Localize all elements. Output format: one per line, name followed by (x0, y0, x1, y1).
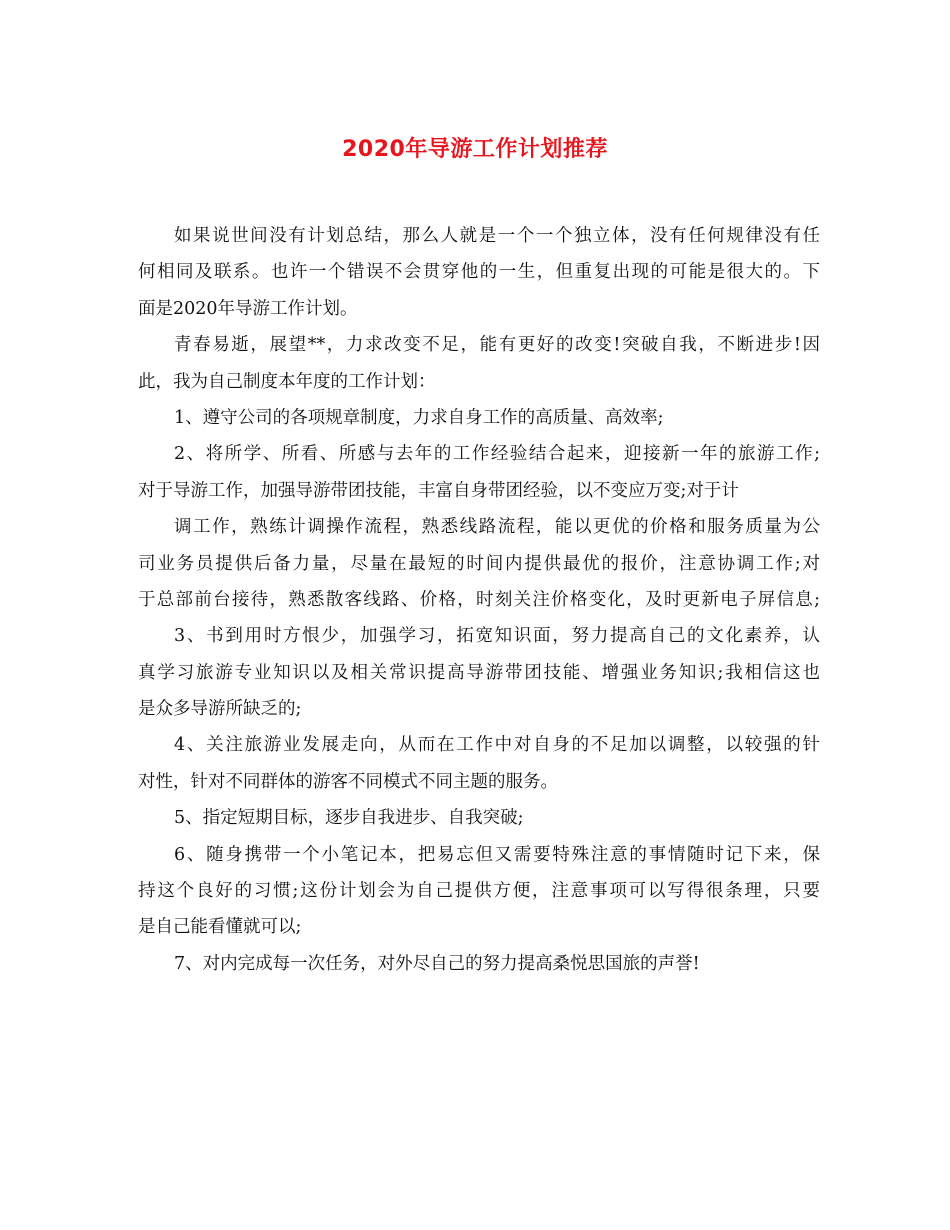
body-line: 对性，针对不同群体的游客不同模式不同主题的服务。 (138, 771, 558, 792)
body-line: 持这个良好的习惯;这份计划会为自己提供方便，注意事项可以写得很条理，只要 (138, 881, 820, 902)
body-line: 青春易逝，展望**，力求改变不足，能有更好的改变!突破自我，不断进步!因 (174, 335, 820, 356)
body-line: 调工作，熟练计调操作流程，熟悉线路流程，能以更优的价格和服务质量为公 (174, 517, 820, 538)
body-line: 4、关注旅游业发展走向，从而在工作中对自身的不足加以调整，以较强的针 (174, 735, 820, 756)
body-line: 真学习旅游专业知识以及相关常识提高导游带团技能、增强业务知识;我相信这也 (138, 662, 820, 683)
body-line: 于总部前台接待，熟悉散客线路、价格，时刻关注价格变化，及时更新电子屏信息; (138, 589, 820, 610)
body-line: 何相同及联系。也许一个错误不会贯穿他的一生，但重复出现的可能是很大的。下 (138, 262, 820, 283)
body-line: 2、将所学、所看、所感与去年的工作经验结合起来，迎接新一年的旅游工作; (174, 444, 820, 465)
body-line: 司业务员提供后备力量，尽量在最短的时间内提供最优的报价，注意协调工作;对 (138, 553, 820, 574)
body-line: 5、指定短期目标，逐步自我进步、自我突破; (174, 808, 524, 829)
document-title: 2020年导游工作计划推荐 (342, 137, 608, 162)
body-line: 对于导游工作，加强导游带团技能，丰富自身带团经验，以不变应万变;对于计 (138, 480, 739, 501)
body-line: 如果说世间没有计划总结，那么人就是一个一个独立体，没有任何规律没有任 (174, 226, 820, 246)
body-line: 6、随身携带一个小笔记本，把易忘但又需要特殊注意的事情随时记下来，保 (174, 844, 820, 865)
body-line: 此，我为自己制度本年度的工作计划： (138, 371, 436, 392)
body-line: 1、遵守公司的各项规章制度，力求自身工作的高质量、高效率; (174, 407, 664, 428)
body-line: 3、书到用时方恨少，加强学习，拓宽知识面，努力提高自己的文化素养，认 (174, 626, 820, 647)
document-body (138, 218, 820, 982)
body-line: 面是2020年导游工作计划。 (138, 298, 358, 319)
body-line: 是众多导游所缺乏的; (138, 699, 302, 720)
body-line: 是自己能看懂就可以; (138, 917, 302, 938)
body-line: 7、对内完成每一次任务，对外尽自己的努力提高桑悦思国旅的声誉! (174, 953, 700, 974)
